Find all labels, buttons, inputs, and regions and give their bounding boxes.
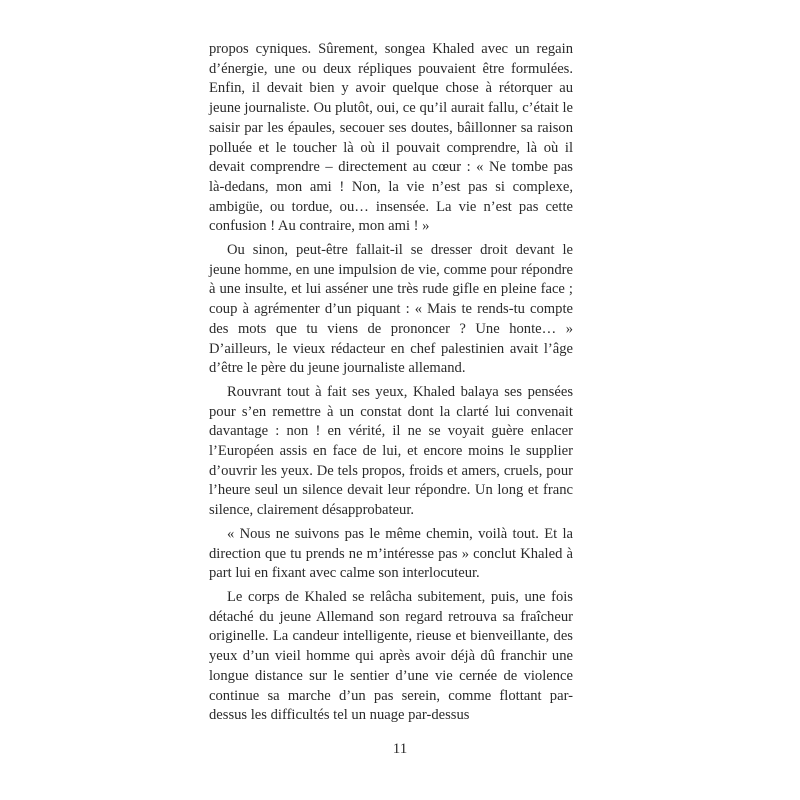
body-text [209,40,573,726]
paragraph-3: Rouvrant tout à fait ses yeux, Khaled balaya ses pensées pour s’en remettre à un constat dont la clarté lui convenait davantage : non ! en vérité, il ne se voyait guère enlacer l’Européen assis en face de lui, et encore moins le supplier d’ouvrir les yeux. De tels propos, froids et amers, cruels, pour l’heure seul un silence devait leur répondre. Un long et franc silence, clairement désapprobateur. [209,383,573,519]
page-number: 11 [392,741,408,757]
paragraph-2: Ou sinon, peut-être fallait-il se dresser droit devant le jeune homme, en une impulsion de vie, comme pour répondre à une insulte, et lui asséner une très rude gifle en pleine face ; coup à agrémenter d’un piquant : « Mais te rends-tu compte des mots que tu viens de prononcer ? Une honte… » D’ailleurs, le vieux rédacteur en chef palestinien avait l’âge d’être le père du jeune journaliste allemand. [209,242,573,377]
paragraph-1: propos cyniques. Sûrement, songea Khaled avec un regain d’énergie, une ou deux répliques pouvaient être formulées. Enfin, il devait bien y avoir quelque chose à rétorquer au jeune journaliste. Ou plutôt, oui, ce qu’il aurait fallu, c’était le saisir par les épaules, secouer ses doutes, bâillonner sa raison polluée et le toucher là où il pouvait comprendre, là où il devait comprendre – directement au cœur : « Ne tombe pas là-dedans, mon ami ! Non, la vie n’est pas si complexe, ambigüe, ou tordue, ou… insensée. La vie n’est pas cette confusion ! Au contraire, mon ami ! » [209,41,573,235]
paragraph-5: Le corps de Khaled se relâcha subitement, puis, une fois détaché du jeune Allemand son regard retrouva sa fraîcheur originelle. La candeur intelligente, rieuse et bienveillante, des yeux d’un vieil homme qui après avoir déjà dû franchir une longue distance sur le sentier d’une vie cernée de violence continue sa marche d’un pas serein, comme flottant par-dessus les difficultés tel un nuage par-dessus [209,588,573,724]
paragraph-4: « Nous ne suivons pas le même chemin, voilà tout. Et la direction que tu prends ne m’intéresse pas » conclut Khaled à part lui en fixant avec calme son interlocuteur. [209,525,573,582]
